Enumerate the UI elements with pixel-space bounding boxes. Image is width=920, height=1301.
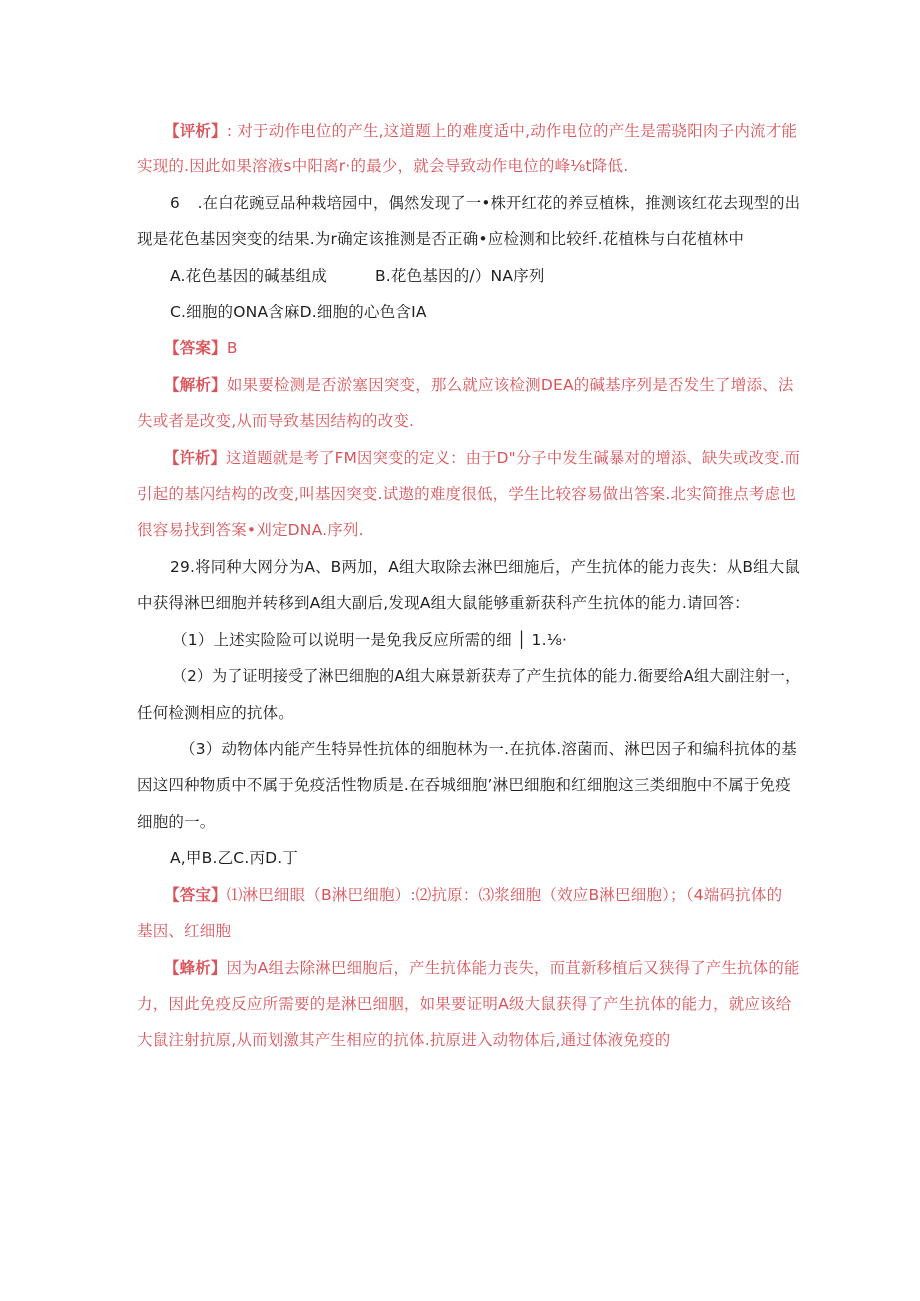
comment-6-line-2: 引起的基闪结构的改变,叫基因突变.试遨的难度很低，学生比较容易做出答案.北实简推点考虑也 (137, 485, 797, 503)
comment-6-line-1 (164, 447, 800, 469)
answer-6 (164, 337, 238, 359)
question-29-sub-3-line-1: （3）动物体内能产生特异性抗体的细胞林为一.在抗体.溶菌而、淋巴因子和编科抗体的基 (180, 740, 797, 758)
comment-text: : 对于动作电位的产生,这道题上的难度适中,动作电位的产生是需骁阳肉子内流才能 (226, 122, 798, 140)
question-6-options-cd: C.细胞的ONA含麻D.细胞的心色含IA (170, 303, 427, 321)
analysis-29-line-2: 力，因此免疫反应所需要的是淋巴细胭，如果要证明A级大鼠获得了产生抗体的能力，就应该给 (137, 995, 792, 1013)
question-29-sub-3-line-2: 因这四种物质中不属于免疫活性物质是.在吞城细胞’淋巴细胞和红细胞这三类细胞中不属于免疫 (137, 776, 791, 794)
question-6-options-ab (170, 265, 545, 287)
answer-text: B (226, 339, 238, 357)
question-text: .在白花豌豆品种栽培园中，偶然发现了一•株开红花的养豆植株，推测该红花去现型的出 (197, 194, 801, 212)
question-6-line-1 (170, 192, 800, 214)
option-a: A.花色基因的碱基组成 (170, 267, 327, 285)
question-6-line-2: 现是花色基因突变的结果.为r确定该推测是否正确•应检测和比较纤.花植株与白花植林中 (137, 230, 745, 248)
analysis-text: 如果要检测是否淤塞因突变，那么就应该检测DEA的碱基序列是否发生了增添、法 (226, 376, 794, 394)
comment-paragraph-1-line-2: 实现的.因此如果溶液s中阳离r·的最少，就会导致动作电位的峰⅛t降低. (137, 157, 629, 175)
comment-6-line-3: 很容易找到答案•刈定DNA.序列. (137, 521, 364, 539)
answer-text: ⑴淋巴细眼（B淋巴细胞）:⑵抗原：⑶浆细胞（效应B淋巴细胞）；（4端码抗体的 (226, 886, 783, 904)
comment-text: 这道题就是考了FM因突变的定义：由于D"分子中发生碱暴对的增添、缺失或改变.而 (226, 449, 801, 467)
analysis-tag: 【解析】 (164, 376, 227, 394)
answer-29-line-2: 基因、红细胞 (137, 922, 232, 940)
comment-tag: 【许析】 (164, 449, 227, 467)
comment-tag: 【评析】 (164, 122, 227, 140)
question-number: 6 (170, 194, 180, 212)
analysis-29-line-1 (164, 957, 800, 979)
analysis-6-line-2: 失或者是改变,从而导致基因结构的改变. (137, 412, 415, 430)
question-29-sub-3-line-3: 细胞的一。 (137, 813, 216, 831)
analysis-29-line-3: 大鼠注射抗原,从而划激其产生相应的抗体.抗原进入动物体后,通过体液免疫的 (137, 1031, 671, 1049)
analysis-text: 因为A组去除淋巴细胞后，产生抗体能力丧失，而苴新移植后又狭得了产生抗体的能 (226, 959, 800, 977)
analysis-6-line-1 (164, 374, 794, 396)
option-b: B.花色基因的/）NA序列 (374, 267, 545, 285)
question-29-options: A,甲B.乙C.丙D.丁 (170, 849, 299, 867)
question-29-sub-2-line-2: 任何检测相应的抗体。 (137, 704, 295, 722)
question-29-sub-1: （1）上述实险险可以说明一是免我反应所需的细 │ 1.⅛· (172, 631, 568, 649)
answer-29-line-1 (164, 884, 782, 906)
analysis-tag: 【蜂析】 (164, 959, 227, 977)
question-29-line-2: 中获得淋巴细胞并转移到A组大副后,发现A组大鼠能够重新获科产生抗体的能力.请回答： (137, 594, 750, 612)
answer-tag: 【答案】 (164, 339, 227, 357)
comment-paragraph-1-line-1 (164, 120, 797, 142)
question-29-sub-2-line-1: （2）为了证明接受了淋巴细胞的A组大麻景新获寿了产生抗体的能力.衙要给A组大副注射一， (172, 667, 801, 685)
question-29-line-1: 29.将同种大网分为A、B两加，A组大取除去淋巴细施后，产生抗体的能力丧失：从B组大鼠 (170, 558, 800, 576)
answer-tag: 【答宝】 (164, 886, 227, 904)
